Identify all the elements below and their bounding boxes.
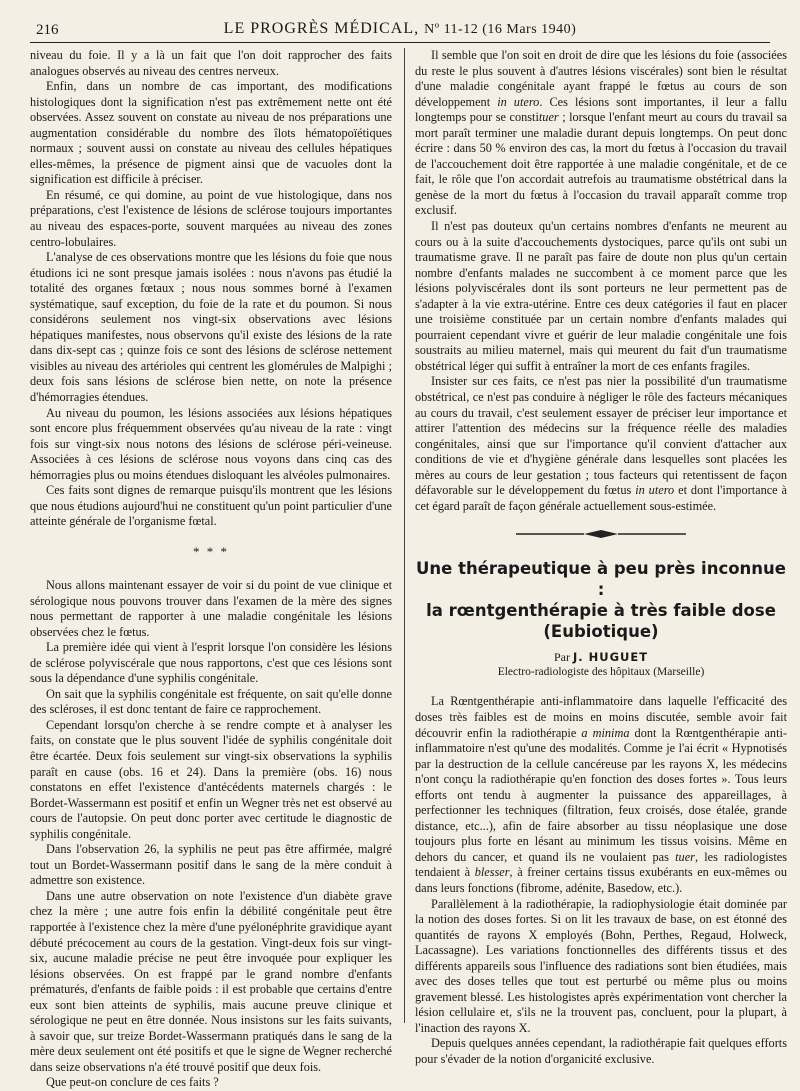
paragraph: Il semble que l'on soit en droit de dire que les lésions du foie (associées du reste le plus souvent à d'autres lésions viscérales) sont bien le résultat d'une maladie congénitale ayant frappé le fœtus au cours de son développement in utero. Ces lésions sont importantes, il leur a fallu longtemps pour se constituer ; lorsque l'enfant meurt au cours du travail sa mort paraît terminer une maladie durant depuis longtemps. On peut donc écrire : dans 50 % environ des cas, la mort du fœtus à l'occasion du travail de l'accouchement doit être rapportée à une maladie congénitale, et de ce fait, le rôle que l'on accordait autrefois au traumatisme obstétrical dans la genèse de la mort du fœtus à l'occasion du travail apparaît comme trop exclusif. [415, 48, 788, 218]
paragraph: Nous allons maintenant essayer de voir si du point de vue clinique et sérologique nous pouvons trouver dans l'examen de la mère des signes nous permettant de rapporter à une maladie congénitale les lésions observées chez le fœtus. [30, 577, 392, 639]
section-separator [30, 543, 392, 559]
page-header [30, 18, 770, 43]
paragraph: Il n'est pas douteux qu'un certains nombres d'enfants ne meurent au cours ou à la suite d'accouchements dystociques, parce qu'ils ont subi un traumatisme grave. Il ne paraît pas faire de doute non plus qu'un certain nombre d'enfants malades ne succombent à ce moment parce que les lésions polyviscérales dont ils sont porteurs ne leur permettent pas de s'adapter à la vie extra-utérine. Entre ces deux catégories il faut en placer une troisième constituée par un certain nombre d'enfants malades qui pourraient cependant vivre et guérir de leur maladie congénitale une fois soustraits au milieu maternel, mais qui meurent du fait d'un traumatisme obstétrical léger qui suffit à entraîner la mort de ces enfants fragiles. [415, 219, 787, 373]
article-title-line-1: Une thérapeutique à peu près inconnue : [416, 559, 786, 600]
article-title [415, 558, 787, 642]
article-byline [415, 650, 787, 665]
issue-info: Nº 11-12 (16 Mars 1940) [424, 22, 577, 37]
byline-prefix: Par [553, 650, 570, 665]
paragraph: Dans l'observation 26, la syphilis ne peut pas être affirmée, malgré tout un Bordet-Wassermann positif dans le sang de la mère conduit à admettre son existence. [30, 842, 392, 888]
left-paragraphs-a [30, 48, 392, 530]
paragraph: niveau du foie. Il y a là un fait que l'on doit rapprocher des faits analogues observés au niveau des centres nerveux. [30, 48, 392, 78]
article-title-line-3: (Eubiotique) [543, 622, 659, 642]
ornament-icon [516, 528, 686, 540]
paragraph: On sait que la syphilis congénitale est fréquente, on sait qu'elle donne des scléroses, il est donc tentant de faire ce rapprochement. [30, 686, 392, 717]
paragraph: Dans une autre observation on note l'existence d'un diabète grave chez la mère ; une autre fois enfin la débilité congénitale peut être rapportée à l'existence chez la mère d'une pyélonéphrite gravidique ayant débuté précocement au cours de la gestation. Vingt-deux fois sur vingt-six, aucune maladie précise ne peut être invoquée pour expliquer les lésions observées. On est frappé par le grand nombre d'enfants prématurés, d'enfants de faible poids : il est probable que certains d'entre eux sont bien atteints de syphilis, mais aucune preuve clinique et sérologique ne peut en être donnée. Nous insistons sur les faits suivants, à savoir que, sur treize Bordet-Wassermann pratiqués dans le sang de la mère deux seulement ont été positifs et que le signe de Wegner recherché dans seize observations n'a été trouvé positif que deux fois. [30, 888, 392, 1074]
paragraph: Enfin, dans un nombre de cas important, des modifications histologiques dont la signification n'est pas extrêmement nette ont été observées. Assez souvent on constate au niveau de nos préparations une augmentation considérable du nombre des îlots hématopoïétiques normaux ; souvent aussi on constate au niveau des cellules hépatiques elles-mêmes, la présence de pigment ainsi que de vacuoles dont la signification est difficile à préciser. [30, 79, 392, 187]
page-number: 216 [36, 22, 59, 38]
paragraph: La Rœntgenthérapie anti-inflammatoire dans laquelle l'efficacité des doses très faibles est de moins en moins discutée, semble avoir fait découvrir enfin la radiothérapie a minima dont la Rœntgenthérapie anti-inflammatoire n'est qu'une des modalités. Comme je l'ai écrit « Hypnotisés par la destruction de la cellule cancéreuse par les rayons X, les médecins n'ont conçu la radiothérapie qu'en fonction des doses fortes ». Tous leurs efforts ont tendu à augmenter la puissance des appareillages, à perfectionner les techniques (filtration, feux croisés, dose étalée, grande distance, etc...), afin de faire absorber au tissu néoplasique une dose toujours plus forte en lésant au minimum les tissus voisins. Même en dehors du cancer, et quand ils ne voulaient pas tuer, les radiologistes tendaient à blesser, à freiner certains tissus exubérants en eux-mêmes ou dans leurs fonctions (fibrome, adénite, Basedow, etc.). [415, 694, 787, 895]
article-title-line-2: la rœntgenthérapie à très faible dose [426, 601, 776, 621]
right-paragraphs-b [415, 694, 787, 1067]
column-divider [404, 48, 405, 1023]
paragraph: La première idée qui vient à l'esprit lorsque l'on considère les lésions de sclérose polyviscérale que nous rapportons, c'est que ces lésions sont sous la dépendance d'une syphilis congénitale. [30, 640, 392, 686]
paragraph: En résumé, ce qui domine, au point de vue histologique, dans nos préparations, c'est l'existence de lésions de sclérose toujours importantes au niveau des espaces-porte, souvent marquées au niveau des zones centro-lobulaires. [30, 187, 392, 249]
author-affiliation: Electro-radiologiste des hôpitaux (Marseille) [497, 666, 705, 679]
journal-title [30, 20, 770, 38]
left-paragraphs-b [30, 578, 392, 1091]
paragraph: Depuis quelques années cependant, la radiothérapie fait quelques efforts pour s'évader de la notion d'organicité exclusive. [415, 1036, 787, 1066]
right-column [415, 48, 788, 1066]
right-paragraphs-a [415, 48, 787, 514]
author-name: J. HUGUET [572, 650, 649, 665]
left-column [30, 48, 392, 1090]
paragraph: Insister sur ces faits, ce n'est pas nier la possibilité d'un traumatisme obstétrical, ce n'est pas conduire à négliger le rôle des facteurs mécaniques au cours du travail, c'est seulement essayer de préciser leur importance et attirer l'attention des médecins sur la fréquence réelle des maladies congénitales, ainsi que sur l'importance qu'il convient d'attacher aux conditions de vie et d'hygiène générale dans lesquelles sont placées les mères au cours de leur gestation ; tous facteurs qui retentissent de façon défavorable sur le développement du fœtus in utero et dont l'importance à cet égard paraît de façon générale actuellement sous-estimée. [415, 374, 788, 513]
paragraph: Cependant lorsqu'on cherche à se rendre compte et à analyser les faits, on constate que le plus souvent l'idée de syphilis congénitale doit être écartée. Deux fois seulement sur vingt-six observations la syphilis paraît en cause (obs. 16 et 24). Dans la première (obs. 16) nous constatons en effet l'existence d'antécédents maternels chargés : le Bordet-Wassermann est positif et enfin un Wegner très net est observé au cours de l'autopsie. On peut donc porter avec certitude le diagnostic de syphilis congénitale. [30, 717, 392, 841]
separator-stars: * * * [193, 543, 229, 559]
paragraph: L'analyse de ces observations montre que les lésions du foie que nous étudions ici ne sont presque jamais isolées : nous n'avons pas étudié la totalité des organes fœtaux ; nous nous sommes borné à l'examen systématique, sauf exception, du foie de la rate et du poumon. Si nous considérons seulement nos vingt-six observations avec lésions hépatiques manifestes, nous observons qu'il existe des lésions de la rate dans dix-sept cas ; quinze fois ce sont des lésions de sclérose nettement visibles au niveau des artérioles qui centrent les glomérules de Malpighi ; deux fois sans lésions de sclérose bien nette, on note la présence d'hémorragies étendues. [30, 250, 392, 405]
paragraph: Que peut-on conclure de ces faits ? [46, 1075, 219, 1090]
ornamental-rule [415, 528, 787, 540]
paragraph: Ces faits sont dignes de remarque puisqu'ils montrent que les lésions que nous étudions aujourd'hui ne constituent qu'un point particulier d'une atteinte générale de l'organisme fœtal. [30, 483, 392, 529]
paragraph: Parallèlement à la radiothérapie, la radiophysiologie était dominée par la notion des doses fortes. Si on lit les travaux de base, on est étonné des quantités de rayons X employés (Bohn, Perthes, Regaud, Holweck, Lacassagne). Les variations fonctionnelles des différents tissus et des différents appareils sous l'influence des radiations sont bien étudiées, mais avec des doses telles que tout est perturbé ou même plus ou moins gravement blessé. Les histologistes après expérimentation vont chercher la lésion cellulaire et, s'ils ne la trouvent pas, concluent, pour la plupart, à l'inaction des rayons X. [415, 896, 787, 1035]
paragraph: Au niveau du poumon, les lésions associées aux lésions hépatiques sont encore plus fréquemment observées qu'au niveau de la rate : vingt fois sur vingt-six nous notons des lésions de sclérose péri-veineuse. Associées à ces lésions de sclérose nous voyons dans cinq cas des hémorragies plus ou moins étendues disloquant les alvéoles pulmonaires. [30, 405, 392, 482]
journal-name: LE PROGRÈS MÉDICAL, [223, 20, 420, 37]
